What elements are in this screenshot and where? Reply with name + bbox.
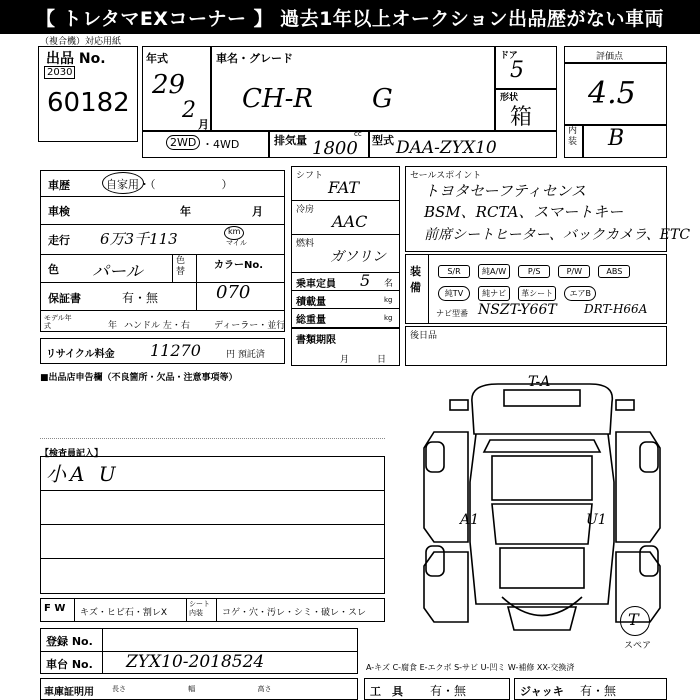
load-label: 積載量 [296, 297, 326, 308]
seat-items: コゲ・穴・汚レ・シミ・破レ・スレ [222, 608, 367, 618]
lot-label: 出品 No. [46, 51, 106, 67]
store-notes-rule [40, 438, 385, 439]
handle-label: ハンドル 左・右 [124, 321, 190, 331]
cert-dims: 長さ 幅 高さ [112, 685, 272, 693]
lot-box-number: 2030 [44, 66, 75, 79]
capacity-value: 5 [360, 271, 371, 290]
inspection-month: 月 [252, 205, 263, 218]
equip-power-window: P/W [558, 265, 590, 278]
grade: G [372, 84, 393, 114]
store-notes-label: ■出品店申告欄（不良箇所・欠品・注意事項等） [40, 373, 238, 383]
doors-value: 5 [510, 58, 524, 83]
warranty-label: 保証書 [48, 292, 81, 305]
doors-label: ドア [500, 51, 518, 61]
fw-label: F W [44, 603, 66, 614]
tools-label: 工 具 [370, 685, 403, 698]
displacement-value: 1800 [312, 138, 358, 159]
ac-label: 冷房 [296, 205, 315, 215]
equip-label: 装備 [410, 265, 421, 294]
equip-power-steering: P/S [518, 265, 550, 278]
banner-title: 【 トレタマEXコーナー 】 過去1年以上オークション出品歴がない車両 [0, 0, 700, 34]
recycle-label: リサイクル料金 [46, 349, 115, 360]
sales-line1: トヨタセーフティセンス [424, 182, 587, 200]
recycle-value: 11270 [150, 341, 201, 360]
lot-number: 60182 [47, 88, 130, 118]
car-label: 車名・グレード [216, 52, 293, 65]
shift-value: FAT [328, 178, 360, 197]
mileage-unit-km: km [228, 227, 241, 236]
fw-items: キズ・ヒビ石・割レX [80, 608, 167, 618]
capacity-unit: 名 [384, 279, 394, 289]
equip-navi: 純ナビ [478, 286, 510, 301]
seat-label: シート内装 [189, 600, 210, 617]
shape-value: 箱 [510, 105, 533, 130]
sales-label: セールスポイント [410, 171, 482, 181]
capacity-label: 乗車定員 [296, 279, 336, 290]
model-year-unit: 年 [108, 321, 118, 331]
cert-label: 車庫証明用 [44, 687, 94, 698]
drive-4wd: ・4WD [202, 138, 240, 151]
score-label: 評価点 [596, 52, 624, 62]
displacement-label: 排気量 [274, 134, 307, 147]
deadline-label: 書類期限 [296, 335, 336, 346]
equip-tv: 純TV [438, 286, 470, 301]
jack-value: 有・無 [580, 684, 617, 698]
color-change-label: 色替 [176, 256, 186, 277]
history-value: 自家用・（ ） [106, 178, 233, 191]
equip-row2 [438, 281, 599, 301]
displacement-unit: cc [354, 130, 362, 138]
model-year-label: モデル年式 [44, 314, 72, 330]
month-value: 2 [182, 98, 196, 123]
month-unit: 月 [198, 118, 209, 131]
equip-airbag: エアB [564, 286, 596, 301]
gross-unit: kg [384, 314, 393, 322]
equip-sr: S/R [438, 265, 470, 278]
chassis-label: 車台 No. [46, 658, 93, 671]
model-label: 型式 [372, 134, 394, 147]
spare-label: スペア [624, 641, 652, 651]
inspector-label: 【検査員記入】 [40, 449, 104, 459]
car-name: CH-R [242, 84, 313, 114]
ac-value: AAC [332, 212, 368, 231]
model-value: DAA-ZYX10 [396, 138, 497, 158]
equip-abs: ABS [598, 265, 630, 278]
reg-label: 登録 No. [46, 635, 93, 648]
deadline-unit: 月日 [340, 355, 415, 365]
equip-alloy-wheel: 純A/W [478, 264, 510, 279]
sales-line3: 前席シートヒーター、バックカメラ、ETC [424, 227, 691, 243]
interior-value: B [608, 126, 625, 151]
jack-label: ジャッキ [520, 685, 564, 698]
shift-label: シフト [296, 171, 324, 181]
shape-label: 形状 [500, 93, 519, 103]
color-no-value: 070 [216, 282, 251, 303]
left-info-box [40, 170, 285, 332]
diagram-top-label: T-A [528, 374, 551, 390]
inspection-label: 車検 [48, 205, 70, 218]
inspection-year: 年 [180, 205, 191, 218]
tools-value: 有・無 [430, 684, 467, 698]
color-value: パール [92, 262, 143, 282]
equip-leather-seat: 革シート [518, 286, 556, 301]
navi-value-2: DRT-H66A [584, 302, 648, 316]
retrofit-box [405, 326, 667, 366]
sheet-subtitle: （複合機）対応用紙 [40, 37, 122, 47]
mileage-value: 6万3千113 [100, 230, 178, 248]
inspector-value: 小A U [46, 462, 120, 486]
import-label: ディーラー・並行 [214, 321, 286, 331]
chassis-value: ZYX10-2018524 [126, 652, 265, 672]
warranty-value: 有・無 [122, 291, 159, 305]
fuel-value: ガソリン [330, 249, 386, 265]
retrofit-label: 後日品 [410, 331, 438, 341]
drive-2wd-circled: 2WD [166, 135, 200, 150]
diagram-u1-label: U1 [586, 512, 607, 528]
diagram-a1-label: A1 [460, 512, 480, 528]
interior-label: 内装 [568, 126, 578, 147]
recycle-unit: 円 預託済 [226, 350, 265, 360]
damage-legend: A-キズ C-腐食 E-エクボ S-サビ U-凹ミ W-補修 XX-交換済 [366, 663, 575, 672]
color-label: 色 [48, 263, 59, 276]
year-label: 年式 [146, 52, 168, 65]
navi-label: ナビ型番 [436, 309, 468, 318]
mileage-label: 走行 [48, 234, 70, 247]
color-no-label: カラーNo. [214, 260, 264, 271]
score-value: 4.5 [588, 76, 636, 111]
year-value: 29 [152, 70, 186, 100]
gross-label: 総重量 [296, 315, 326, 326]
sales-line2: BSM、RCTA、スマートキー [424, 203, 624, 221]
fuel-label: 燃料 [296, 239, 315, 249]
navi-value: NSZT-Y66T [478, 302, 557, 318]
history-label: 車歴 [48, 179, 70, 192]
spare-mark: T [628, 610, 639, 629]
mileage-unit-mile: マイル [226, 239, 247, 247]
load-unit: kg [384, 296, 393, 304]
equip-row1 [438, 259, 633, 279]
